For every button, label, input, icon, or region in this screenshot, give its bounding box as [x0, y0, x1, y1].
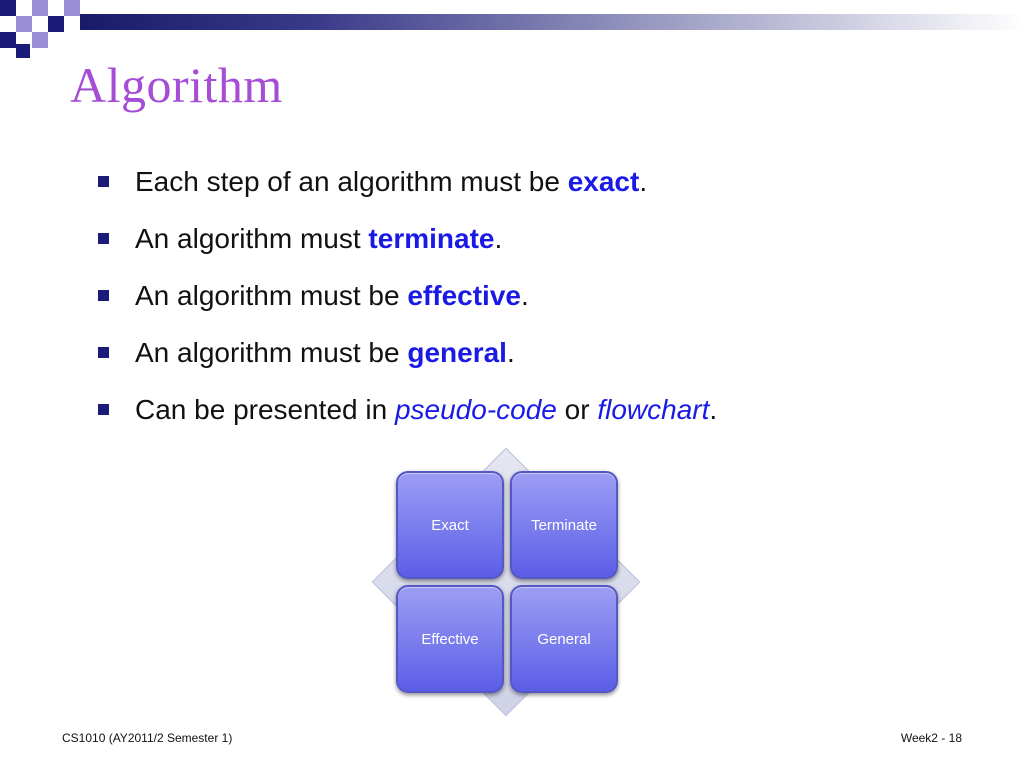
- bullet-text: An algorithm must be: [135, 337, 408, 368]
- bullet-item: [96, 217, 717, 274]
- bullet-text: An algorithm must be: [135, 280, 408, 311]
- bullet-text: An algorithm must: [135, 223, 369, 254]
- corner-checker-decoration: [0, 0, 80, 58]
- square-bullet-icon: [98, 233, 109, 244]
- bullet-punct: .: [494, 223, 503, 254]
- square-bullet-icon: [98, 347, 109, 358]
- diagram-box-effective: Effective: [396, 585, 504, 693]
- bullet-item: [96, 274, 717, 331]
- bullet-punct: .: [709, 394, 718, 425]
- bullet-punct: .: [506, 337, 515, 368]
- square-bullet-icon: [98, 176, 109, 187]
- bullet-text: Each step of an algorithm must be: [135, 166, 568, 197]
- bullet-emphasis: terminate: [368, 223, 495, 254]
- bullet-emphasis: effective: [407, 280, 521, 311]
- bullet-list: [96, 160, 717, 445]
- diagram-box-terminate: Terminate: [510, 471, 618, 579]
- bullet-item: [96, 160, 717, 217]
- diagram-box-exact: Exact: [396, 471, 504, 579]
- matrix-diagram: [367, 443, 643, 719]
- bullet-text-or: or: [556, 394, 598, 425]
- bullet-italic-flowchart: flowchart: [597, 394, 710, 425]
- slide-title: Algorithm: [70, 57, 283, 113]
- bullet-emphasis: exact: [567, 166, 640, 197]
- footer-course: CS1010 (AY2011/2 Semester 1): [62, 731, 233, 745]
- diagram-box-general: General: [510, 585, 618, 693]
- header-gradient-bar: [80, 14, 1024, 30]
- bullet-italic-pseudo-code: pseudo-code: [394, 394, 557, 425]
- bullet-punct: .: [639, 166, 648, 197]
- bullet-emphasis: general: [407, 337, 507, 368]
- bullet-item: [96, 388, 717, 445]
- square-bullet-icon: [98, 404, 109, 415]
- square-bullet-icon: [98, 290, 109, 301]
- bullet-text: Can be presented in: [135, 394, 395, 425]
- bullet-item: [96, 331, 717, 388]
- footer-page-number: Week2 - 18: [900, 731, 962, 745]
- bullet-punct: .: [520, 280, 529, 311]
